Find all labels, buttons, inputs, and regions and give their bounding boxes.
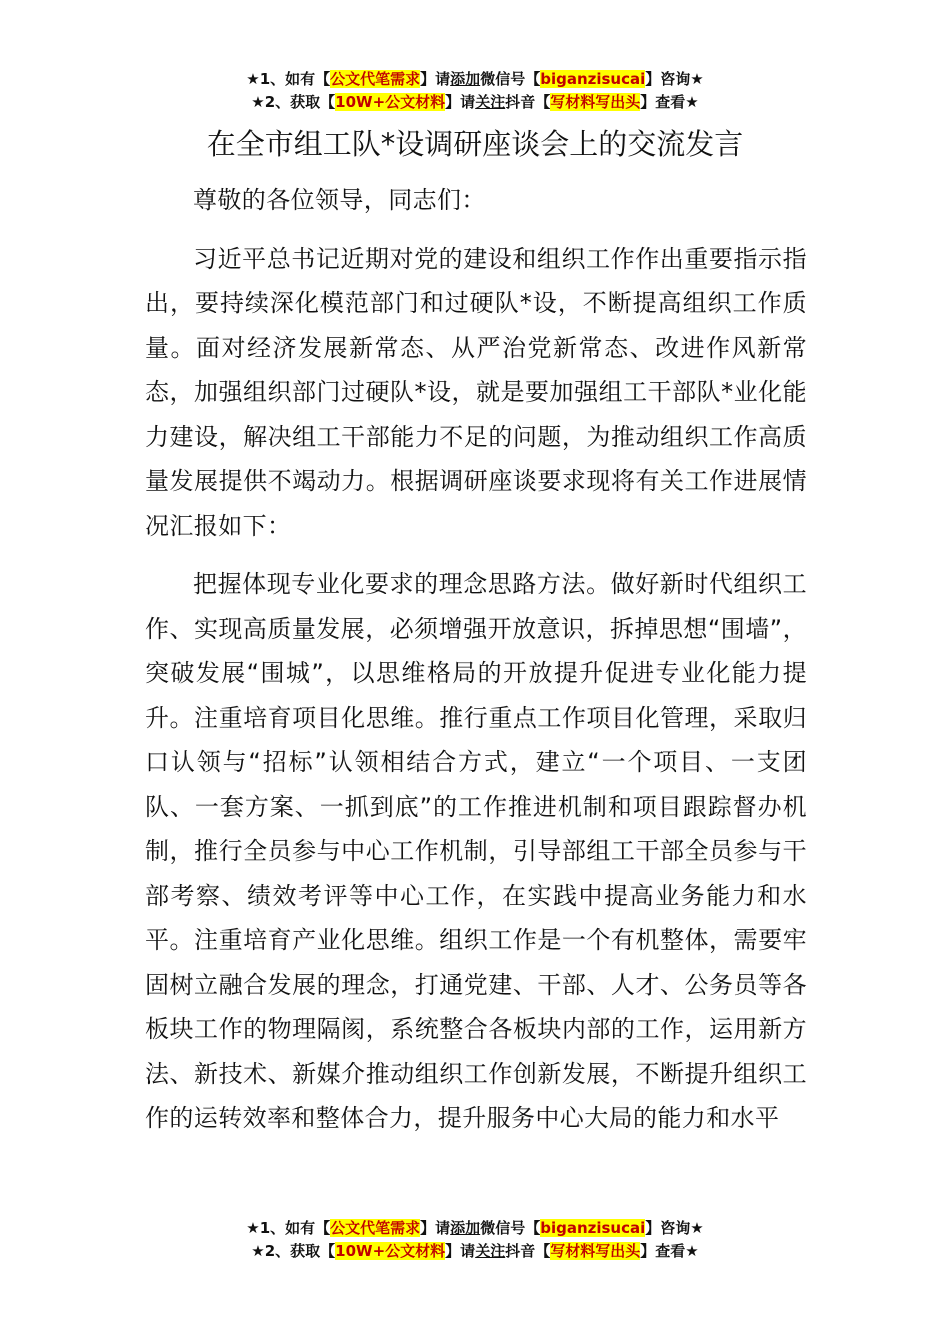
star-icon: ★ xyxy=(246,1219,260,1237)
highlight-service: 公文代笔需求 xyxy=(330,70,421,88)
banner-text: 】请 xyxy=(445,1242,476,1260)
banner-text: 】咨询 xyxy=(645,1219,691,1237)
banner-text: 微信号【 xyxy=(480,70,541,88)
banner-text: 】请 xyxy=(420,1219,451,1237)
star-icon: ★ xyxy=(251,93,265,111)
banner-line-2 xyxy=(0,1240,950,1263)
banner-text: 微信号【 xyxy=(480,1219,541,1237)
underlined-text: 关注 xyxy=(475,93,506,111)
highlight-douyin: 写材料写出头 xyxy=(550,93,641,111)
banner-text: 】请 xyxy=(420,70,451,88)
banner-text: 1、如有【 xyxy=(259,1219,331,1237)
highlight-materials: 10W+公文材料 xyxy=(335,1242,446,1260)
paragraph: 把握体现专业化要求的理念思路方法。做好新时代组织工作、实现高质量发展，必须增强开放意识，拆掉思想“围墙”，突破发展“围城”，以思维格局的开放提升促进专业化能力提升。注重培育项目化思维。推行重点工作项目化管理，采取归口认领与“招标”认领相结合方式，建立“一个项目、一支团队、一套方案、一抓到底”的工作推进机制和项目跟踪督办机制，推行全员参与中心工作机制，引导部组工干部全员参与干部考察、绩效考评等中心工作，在实践中提高业务能力和水平。注重培育产业化思维。组织工作是一个有机整体，需要牢固树立融合发展的理念，打通党建、干部、人才、公务员等各板块工作的物理隔阂，系统整合各板块内部的工作，运用新方法、新技术、新媒介推动组织工作创新发展，不断提升组织工作的运转效率和整体合力，提升服务中心大局的能力和水平 xyxy=(145,570,807,1132)
footer-banner xyxy=(0,1217,950,1263)
highlight-wechat-id: biganzisucai xyxy=(540,70,646,88)
greeting: 尊敬的各位领导，同志们： xyxy=(193,186,486,214)
highlight-douyin: 写材料写出头 xyxy=(550,1242,641,1260)
banner-text: 】请 xyxy=(445,93,476,111)
banner-text: 1、如有【 xyxy=(259,70,331,88)
banner-text: 抖音【 xyxy=(505,1242,551,1260)
banner-text: 】查看 xyxy=(640,1242,686,1260)
underlined-text: 添加 xyxy=(450,1219,481,1237)
document-title: 在全市组工队*设调研座谈会上的交流发言 xyxy=(206,127,744,161)
star-icon: ★ xyxy=(690,1219,704,1237)
banner-text: 】咨询 xyxy=(645,70,691,88)
star-icon: ★ xyxy=(685,1242,699,1260)
banner-line-1 xyxy=(0,1217,950,1240)
star-icon: ★ xyxy=(690,70,704,88)
banner-text: 】查看 xyxy=(640,93,686,111)
underlined-text: 关注 xyxy=(475,1242,506,1260)
highlight-materials: 10W+公文材料 xyxy=(335,93,446,111)
banner-text: 2、获取【 xyxy=(264,93,336,111)
banner-line-1 xyxy=(0,68,950,91)
highlight-wechat-id: biganzisucai xyxy=(540,1219,646,1237)
underlined-text: 添加 xyxy=(450,70,481,88)
paragraph: 习近平总书记近期对党的建设和组织工作作出重要指示指出，要持续深化模范部门和过硬队*设，不断提高组织工作质量。面对经济发展新常态、从严治党新常态、改进作风新常态，加强组织部门过硬队*设，就是要加强组工干部队*业化能力建设，解决组工干部能力不足的问题，为推动组织工作高质量发展提供不竭动力。根据调研座谈要求现将有关工作进展情况汇报如下： xyxy=(145,244,807,540)
document-body xyxy=(145,178,807,1141)
banner-line-2 xyxy=(0,91,950,114)
star-icon: ★ xyxy=(251,1242,265,1260)
star-icon: ★ xyxy=(246,70,260,88)
highlight-service: 公文代笔需求 xyxy=(330,1219,421,1237)
banner-text: 2、获取【 xyxy=(264,1242,336,1260)
star-icon: ★ xyxy=(685,93,699,111)
banner-text: 抖音【 xyxy=(505,93,551,111)
header-banner xyxy=(0,68,950,114)
